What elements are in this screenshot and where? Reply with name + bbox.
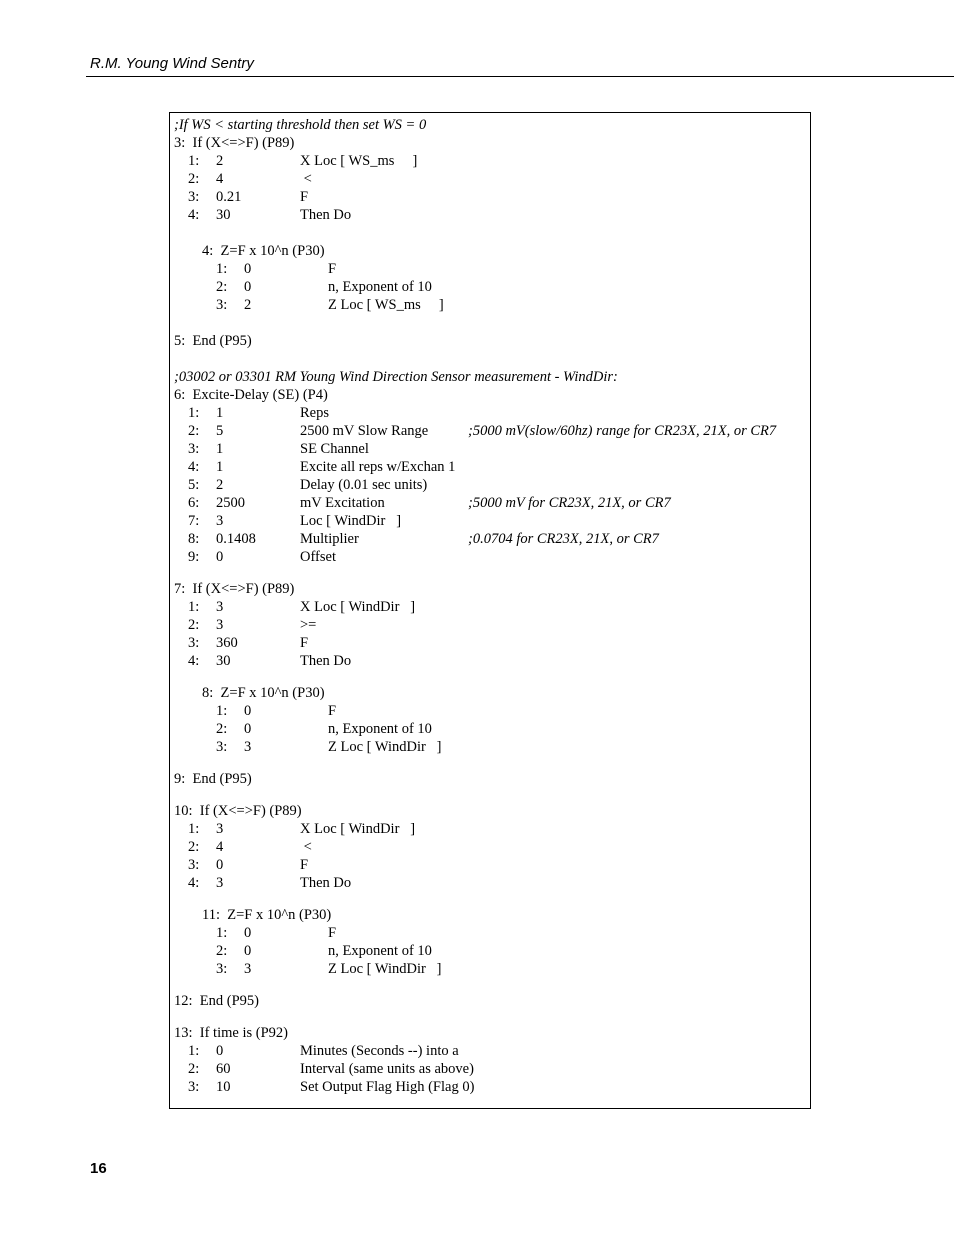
param-number: 2: bbox=[216, 943, 228, 959]
param-description: n, Exponent of 10 bbox=[328, 721, 432, 737]
param-description: Z Loc [ WindDir ] bbox=[328, 739, 442, 755]
param-number: 2: bbox=[188, 617, 200, 633]
param-value: 3 bbox=[244, 961, 252, 977]
param-description: 2500 mV Slow Range bbox=[300, 423, 429, 439]
param-number: 8: bbox=[188, 531, 200, 547]
param-value: 3 bbox=[216, 821, 224, 837]
param-description: Loc [ WindDir ] bbox=[300, 513, 402, 529]
param-value: 3 bbox=[244, 739, 252, 755]
instruction-text: 12: End (P95) bbox=[174, 993, 259, 1009]
param-value: 3 bbox=[216, 599, 224, 615]
param-description: Multiplier bbox=[300, 531, 359, 547]
param-number: 1: bbox=[216, 261, 228, 277]
instruction-text: 10: If (X<=>F) (P89) bbox=[174, 803, 302, 819]
comment-text: ;03002 or 03301 RM Young Wind Direction Sensor measurement - WindDir: bbox=[174, 369, 618, 385]
instruction-text: 6: Excite-Delay (SE) (P4) bbox=[174, 387, 328, 403]
page-number: 16 bbox=[90, 1160, 107, 1177]
param-value: 0.1408 bbox=[216, 531, 256, 547]
param-number: 2: bbox=[188, 171, 200, 187]
param-number: 1: bbox=[216, 925, 228, 941]
param-number: 3: bbox=[216, 961, 228, 977]
param-description: SE Channel bbox=[300, 441, 369, 457]
param-value: 3 bbox=[216, 513, 224, 529]
param-note: ;5000 mV for CR23X, 21X, or CR7 bbox=[468, 495, 671, 511]
param-number: 4: bbox=[188, 459, 200, 475]
param-description: >= bbox=[300, 617, 317, 633]
param-description: n, Exponent of 10 bbox=[328, 279, 432, 295]
param-description: n, Exponent of 10 bbox=[328, 943, 432, 959]
param-value: 1 bbox=[216, 441, 224, 457]
param-number: 1: bbox=[216, 703, 228, 719]
param-description: Then Do bbox=[300, 653, 352, 669]
param-value: 0 bbox=[216, 549, 224, 565]
param-number: 4: bbox=[188, 653, 200, 669]
param-number: 6: bbox=[188, 495, 200, 511]
param-number: 2: bbox=[188, 423, 200, 439]
param-description: F bbox=[300, 857, 309, 873]
program-listing-box bbox=[169, 112, 811, 1109]
param-value: 2500 bbox=[216, 495, 245, 511]
param-number: 2: bbox=[216, 279, 228, 295]
param-number: 3: bbox=[188, 1079, 200, 1095]
param-number: 1: bbox=[188, 1043, 200, 1059]
param-value: 2 bbox=[244, 297, 252, 313]
param-number: 3: bbox=[188, 857, 200, 873]
param-description: Then Do bbox=[300, 207, 352, 223]
param-number: 3: bbox=[216, 297, 228, 313]
param-note: ;5000 mV(slow/60hz) range for CR23X, 21X, or CR7 bbox=[468, 423, 777, 439]
param-description: < bbox=[300, 171, 312, 187]
param-number: 5: bbox=[188, 477, 200, 493]
param-number: 2: bbox=[188, 1061, 200, 1077]
param-value: 0 bbox=[244, 261, 252, 277]
param-value: 0 bbox=[216, 1043, 224, 1059]
param-number: 2: bbox=[188, 839, 200, 855]
param-number: 3: bbox=[188, 635, 200, 651]
param-value: 0 bbox=[244, 925, 252, 941]
param-value: 0 bbox=[244, 943, 252, 959]
param-value: 4 bbox=[216, 839, 224, 855]
param-number: 3: bbox=[216, 739, 228, 755]
param-description: Minutes (Seconds --) into a bbox=[300, 1043, 459, 1059]
param-value: 60 bbox=[216, 1061, 231, 1077]
param-value: 0 bbox=[216, 857, 224, 873]
param-number: 1: bbox=[188, 599, 200, 615]
instruction-text: 11: Z=F x 10^n (P30) bbox=[202, 907, 332, 923]
param-value: 2 bbox=[216, 477, 224, 493]
param-number: 9: bbox=[188, 549, 200, 565]
param-value: 360 bbox=[216, 635, 238, 651]
param-description: F bbox=[328, 261, 337, 277]
param-value: 4 bbox=[216, 171, 224, 187]
param-note: ;0.0704 for CR23X, 21X, or CR7 bbox=[468, 531, 659, 547]
param-value: 30 bbox=[216, 207, 231, 223]
param-number: 3: bbox=[188, 189, 200, 205]
param-description: Then Do bbox=[300, 875, 352, 891]
param-value: 1 bbox=[216, 459, 224, 475]
param-value: 0 bbox=[244, 703, 252, 719]
header-rule bbox=[86, 76, 954, 77]
param-number: 3: bbox=[188, 441, 200, 457]
param-value: 1 bbox=[216, 405, 224, 421]
param-value: 30 bbox=[216, 653, 231, 669]
param-description: F bbox=[300, 189, 309, 205]
param-number: 2: bbox=[216, 721, 228, 737]
param-description: Set Output Flag High (Flag 0) bbox=[300, 1079, 475, 1095]
param-value: 10 bbox=[216, 1079, 231, 1095]
param-description: Excite all reps w/Exchan 1 bbox=[300, 459, 456, 475]
param-value: 2 bbox=[216, 153, 224, 169]
instruction-text: 4: Z=F x 10^n (P30) bbox=[202, 243, 325, 259]
param-value: 5 bbox=[216, 423, 224, 439]
param-value: 0.21 bbox=[216, 189, 242, 205]
param-description: X Loc [ WindDir ] bbox=[300, 821, 416, 837]
param-description: F bbox=[328, 925, 337, 941]
instruction-text: 3: If (X<=>F) (P89) bbox=[174, 135, 295, 151]
param-number: 4: bbox=[188, 875, 200, 891]
instruction-text: 9: End (P95) bbox=[174, 771, 252, 787]
param-number: 7: bbox=[188, 513, 200, 529]
instruction-text: 8: Z=F x 10^n (P30) bbox=[202, 685, 325, 701]
instruction-text: 13: If time is (P92) bbox=[174, 1025, 288, 1041]
param-value: 3 bbox=[216, 875, 224, 891]
instruction-text: 7: If (X<=>F) (P89) bbox=[174, 581, 295, 597]
param-number: 1: bbox=[188, 153, 200, 169]
param-number: 1: bbox=[188, 405, 200, 421]
param-description: X Loc [ WindDir ] bbox=[300, 599, 416, 615]
param-number: 4: bbox=[188, 207, 200, 223]
instruction-text: 5: End (P95) bbox=[174, 333, 252, 349]
param-number: 1: bbox=[188, 821, 200, 837]
param-description: Delay (0.01 sec units) bbox=[300, 477, 428, 493]
param-description: Offset bbox=[300, 549, 336, 565]
param-description: X Loc [ WS_ms ] bbox=[300, 153, 418, 169]
param-value: 3 bbox=[216, 617, 224, 633]
param-description: < bbox=[300, 839, 312, 855]
param-description: F bbox=[300, 635, 309, 651]
comment-text: ;If WS < starting threshold then set WS = 0 bbox=[174, 117, 427, 133]
param-description: mV Excitation bbox=[300, 495, 385, 511]
param-description: Interval (same units as above) bbox=[300, 1061, 474, 1077]
param-value: 0 bbox=[244, 279, 252, 295]
param-description: F bbox=[328, 703, 337, 719]
param-value: 0 bbox=[244, 721, 252, 737]
param-description: Z Loc [ WindDir ] bbox=[328, 961, 442, 977]
running-header: R.M. Young Wind Sentry bbox=[90, 55, 254, 72]
param-description: Z Loc [ WS_ms ] bbox=[328, 297, 444, 313]
param-description: Reps bbox=[300, 405, 329, 421]
